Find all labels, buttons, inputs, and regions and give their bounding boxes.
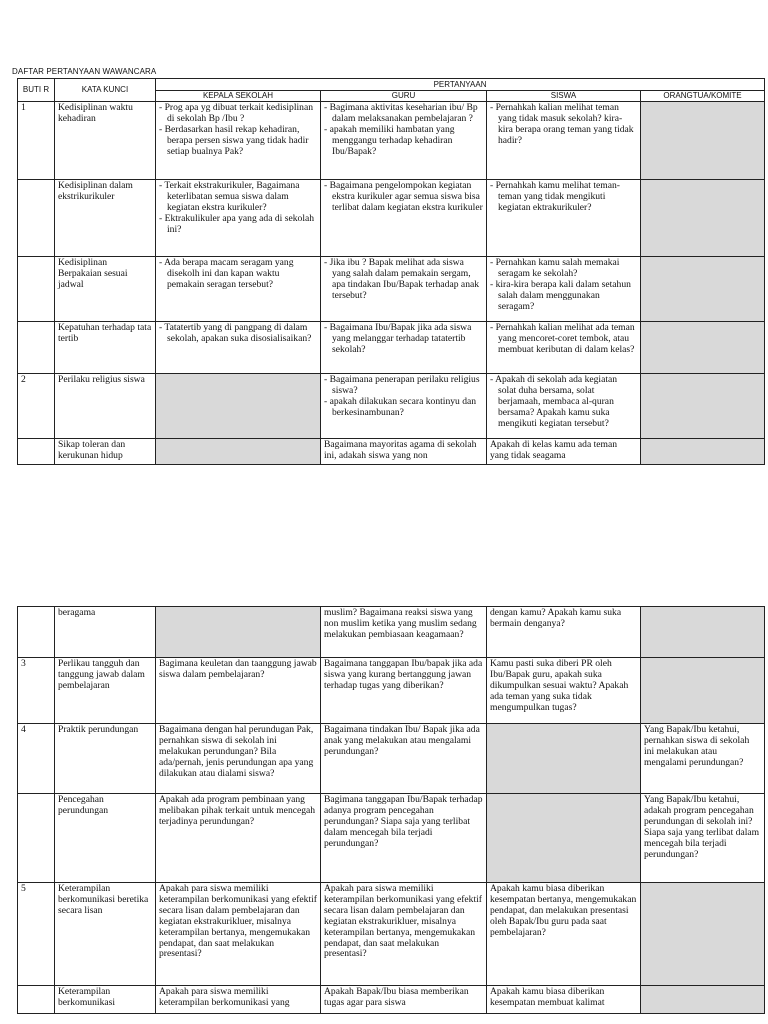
kepala-question-cell <box>156 658 321 724</box>
header-kepala-sekolah: KEPALA SEKOLAH <box>156 91 321 102</box>
ortu-question-cell <box>641 724 765 794</box>
question-text: dengan kamu? Apakah kamu suka bermain denganya? <box>490 607 622 629</box>
butir-number <box>18 322 55 374</box>
kata-kunci-cell: Pencegahan perundungan <box>55 794 156 883</box>
kepala-question-cell <box>156 439 321 465</box>
kata-kunci-cell: Kedisiplinan Berpakaian sesuai jadwal <box>55 257 156 322</box>
siswa-question-cell <box>487 374 641 439</box>
question-text: - Tatatertib yang di pangpang di dalam sekolah, apakan suka disosialisaikan? <box>159 322 312 344</box>
question-text: - Bagaimana penerapan perilaku religius siswa? <box>324 374 480 396</box>
question-text: Apakah Bapak/Ibu biasa memberikan tugas agar para siswa <box>324 986 469 1008</box>
question-text: - Pernahkah kalian melihat ada teman yang mencoret-coret tembok, atau membuat keributan di dalam kelas? <box>490 322 635 355</box>
table-body-page-2 <box>18 607 765 1014</box>
ortu-question-cell <box>641 180 765 257</box>
guru-question-cell <box>321 883 487 986</box>
question-text: - Ada berapa macam seragam yang disekolh ini dan kapan waktu pemakain seragan tersebut? <box>159 257 294 290</box>
kata-kunci-cell: Keterampilan berkomunikasi beretika secara lisan <box>55 883 156 986</box>
question-text: Apakah para siswa memiliki keterampilan berkomunikasi yang efektif secara lisan dalam pembelajaran dan kegiatan ekstrakurikluer, misalnya keterampilan bertanya, mengemukakan pendapat, dan saat melakukan presentasi? <box>159 883 317 960</box>
table-row <box>18 180 765 257</box>
table-row <box>18 883 765 986</box>
question-text: Apakah ada program pembinaan yang melibakan pihak terkait untuk mencegah terjadinya perundungan? <box>159 794 316 827</box>
question-text: - Bagimana aktivitas keseharian ibu/ Bp dalam melaksanakan pembelajaran ? <box>324 102 478 124</box>
siswa-question-cell <box>487 257 641 322</box>
header-butir: BUTI R <box>18 79 55 102</box>
question-text: - Jika ibu ? Bapak melihat ada siswa yang salah dalam pemakain sergam, apa tindakan Ibu/Bapak terhadap anak tersebut? <box>324 257 480 301</box>
butir-number <box>18 986 55 1014</box>
question-text: Bagaimana tindakan Ibu/ Bapak jika ada anak yang melakukan atau mengalami perundungan? <box>324 724 480 757</box>
header-orangtua-komite: ORANGTUA/KOMITE <box>641 91 765 102</box>
document-title: DAFTAR PERTANYAAN WAWANCARA <box>12 67 157 76</box>
question-text: Apakah para siswa memiliki keterampilan berkomunikasi yang efektif secara lisan dalam pembelajaran dan kegiatan ekstrakurikluer, misalnya keterampilan bertanya, mengemukakan pendapat, dan saat melakukan presentasi? <box>324 883 482 960</box>
kepala-question-cell <box>156 607 321 658</box>
guru-question-cell <box>321 986 487 1014</box>
butir-number <box>18 439 55 465</box>
table-row <box>18 658 765 724</box>
guru-question-cell <box>321 374 487 439</box>
header-pertanyaan: PERTANYAAN <box>156 79 765 91</box>
siswa-question-cell <box>487 883 641 986</box>
kata-kunci-cell: Praktik perundungan <box>55 724 156 794</box>
kepala-question-cell <box>156 883 321 986</box>
table-row <box>18 986 765 1014</box>
kepala-question-cell <box>156 374 321 439</box>
question-text: Bagimana tanggapan Ibu/Bapak terhadap adanya program pencegahan perundungan? Siapa saja yang terlibat dalam mencegah bila terjadi perundungan? <box>324 794 483 849</box>
siswa-question-cell <box>487 658 641 724</box>
kata-kunci-cell: beragama <box>55 607 156 658</box>
siswa-question-cell <box>487 607 641 658</box>
ortu-question-cell <box>641 607 765 658</box>
header-siswa: SISWA <box>487 91 641 102</box>
table-row <box>18 102 765 180</box>
interview-table-page-1 <box>17 78 765 465</box>
question-text: Yang Bapak/Ibu ketahui, adakah program pencegahan perundungan di sekolah ini? Siapa saja yang terlibat dalam mencegah bila terjadi perundungan? <box>644 794 760 860</box>
siswa-question-cell <box>487 180 641 257</box>
kepala-question-cell <box>156 986 321 1014</box>
question-text: Apakah para siswa memiliki keterampilan berkomunikasi yang <box>159 986 290 1008</box>
siswa-question-cell <box>487 724 641 794</box>
question-text: Kamu pasti suka diberi PR oleh Ibu/Bapak guru, apakah suka dikumpulkan sesuai waktu? Apakah ada teman yang suka tidak mengumpulkan tugas? <box>490 658 629 713</box>
question-text: - kira-kira berapa kali dalam setahun salah dalam menggunakan seragam? <box>490 278 631 312</box>
table-row <box>18 724 765 794</box>
question-text: Apakah kamu biasa diberikan kesempatan membuat kalimat <box>490 986 605 1008</box>
butir-number: 2 <box>18 374 55 439</box>
table-row <box>18 257 765 322</box>
header-kata-kunci: KATA KUNCI <box>55 79 156 102</box>
guru-question-cell <box>321 658 487 724</box>
guru-question-cell <box>321 322 487 374</box>
question-text: - Terkait ekstrakurikuler, Bagaimana keterlibatan semua siswa dalam kegiatan ekstra kurikuler? <box>159 180 300 213</box>
butir-number: 5 <box>18 883 55 986</box>
siswa-question-cell <box>487 986 641 1014</box>
kata-kunci-cell: Kedisiplinan waktu kehadiran <box>55 102 156 180</box>
kata-kunci-cell: Keterampilan berkomunikasi <box>55 986 156 1014</box>
table-row <box>18 607 765 658</box>
question-text: - Pernahkah kalian melihat teman yang tidak masuk sekolah? kira-kira berapa orang teman yang tidak hadir? <box>490 102 634 146</box>
table-row <box>18 374 765 439</box>
ortu-question-cell <box>641 658 765 724</box>
ortu-question-cell <box>641 374 765 439</box>
question-text: Apakah di kelas kamu ada teman yang tidak seagama <box>490 439 618 461</box>
header-guru: GURU <box>321 91 487 102</box>
butir-number <box>18 257 55 322</box>
question-text: - apakah dilakukan secara kontinyu dan berkesinambunan? <box>324 395 477 418</box>
kepala-question-cell <box>156 724 321 794</box>
butir-number <box>18 607 55 658</box>
guru-question-cell <box>321 257 487 322</box>
kata-kunci-cell: Kedisiplinan dalam ekstrikurikuler <box>55 180 156 257</box>
ortu-question-cell <box>641 102 765 180</box>
question-text: muslim? Bagaimana reaksi siswa yang non muslim ketika yang muslim sedang melakukan pembiasaan keagamaan? <box>324 607 477 640</box>
question-text: Bagaimana dengan hal perundugan Pak, pernahkan siswa di sekolah ini melakukan perundungan? Bila ada/pernah, jenis perundungan apa yang dilakukan atau dialami siswa? <box>159 724 314 779</box>
kata-kunci-cell: Perlikau tangguh dan tanggung jawab dalam pembelajaran <box>55 658 156 724</box>
question-text: - Apakah di sekolah ada kegiatan solat duha bersama, solat berjamaah, membaca al-quran bersama? Apakah kamu suka mengikuti kegiatan tersebut? <box>490 374 618 429</box>
guru-question-cell <box>321 607 487 658</box>
question-text: - Berdasarkan hasil rekap kehadiran, berapa persen siswa yang tidak hadir setiap bualnya Pak? <box>159 123 309 157</box>
guru-question-cell <box>321 102 487 180</box>
kepala-question-cell <box>156 322 321 374</box>
question-text: Apakah kamu biasa diberikan kesempatan bertanya, mengemukakan pendapat, dan melakukan presentasi oleh Bapak/Ibu guru pada saat pembelajaran? <box>490 883 637 938</box>
ortu-question-cell <box>641 322 765 374</box>
table-row <box>18 439 765 465</box>
kepala-question-cell <box>156 180 321 257</box>
siswa-question-cell <box>487 439 641 465</box>
siswa-question-cell <box>487 322 641 374</box>
butir-number <box>18 794 55 883</box>
butir-number: 1 <box>18 102 55 180</box>
kata-kunci-cell: Perilaku religius siswa <box>55 374 156 439</box>
question-text: - apakah memiliki hambatan yang menggangu terhadap kehadiran Ibu/Bapak? <box>324 123 455 157</box>
question-text: - Prog apa yg dibuat terkait kedisiplinan di sekolah Bp /Ibu ? <box>159 102 313 124</box>
siswa-question-cell <box>487 102 641 180</box>
ortu-question-cell <box>641 794 765 883</box>
question-text: Bagaimana mayoritas agama di sekolah ini, adakah siswa yang non <box>324 439 477 461</box>
ortu-question-cell <box>641 883 765 986</box>
siswa-question-cell <box>487 794 641 883</box>
kepala-question-cell <box>156 257 321 322</box>
table-row <box>18 794 765 883</box>
guru-question-cell <box>321 724 487 794</box>
butir-number <box>18 180 55 257</box>
guru-question-cell <box>321 180 487 257</box>
interview-table-page-2 <box>17 606 765 1014</box>
guru-question-cell <box>321 439 487 465</box>
table-body-page-1 <box>18 102 765 465</box>
question-text: Bagaimana tanggapan Ibu/bapak jika ada siswa yang kurang bertanggung jawan terhadap tugas yang diberikan? <box>324 658 483 691</box>
guru-question-cell <box>321 794 487 883</box>
table-row <box>18 322 765 374</box>
question-text: Bagimana keuletan dan taanggung jawab siswa dalam pembelajaran? <box>159 658 317 680</box>
kata-kunci-cell: Kepatuhan terhadap tata tertib <box>55 322 156 374</box>
kata-kunci-cell: Sikap toleran dan kerukunan hidup <box>55 439 156 465</box>
butir-number: 3 <box>18 658 55 724</box>
question-text: - Pernahkan kamu salah memakai seragam ke sekolah? <box>490 257 620 279</box>
kepala-question-cell <box>156 102 321 180</box>
question-text: - Bagaimana Ibu/Bapak jika ada siswa yang melanggar terhadap tatatertib sekolah? <box>324 322 472 355</box>
question-text: Yang Bapak/Ibu ketahui, pernahkan siswa di sekolah ini melakukan atau mengalami perundungan? <box>644 724 750 768</box>
kepala-question-cell <box>156 794 321 883</box>
ortu-question-cell <box>641 986 765 1014</box>
question-text: - Ektrakulikuler apa yang ada di sekolah ini? <box>159 212 315 235</box>
question-text: - Bagaimana pengelompokan kegiatan ekstra kurikuler agar semua siswa bisa terlibat dalam kegiatan ekstra kurikuler <box>324 180 483 213</box>
butir-number: 4 <box>18 724 55 794</box>
ortu-question-cell <box>641 257 765 322</box>
ortu-question-cell <box>641 439 765 465</box>
question-text: - Pernahkah kamu melihat teman-teman yang tidak mengikuti kegiatan ektrakurikuler? <box>490 180 621 213</box>
